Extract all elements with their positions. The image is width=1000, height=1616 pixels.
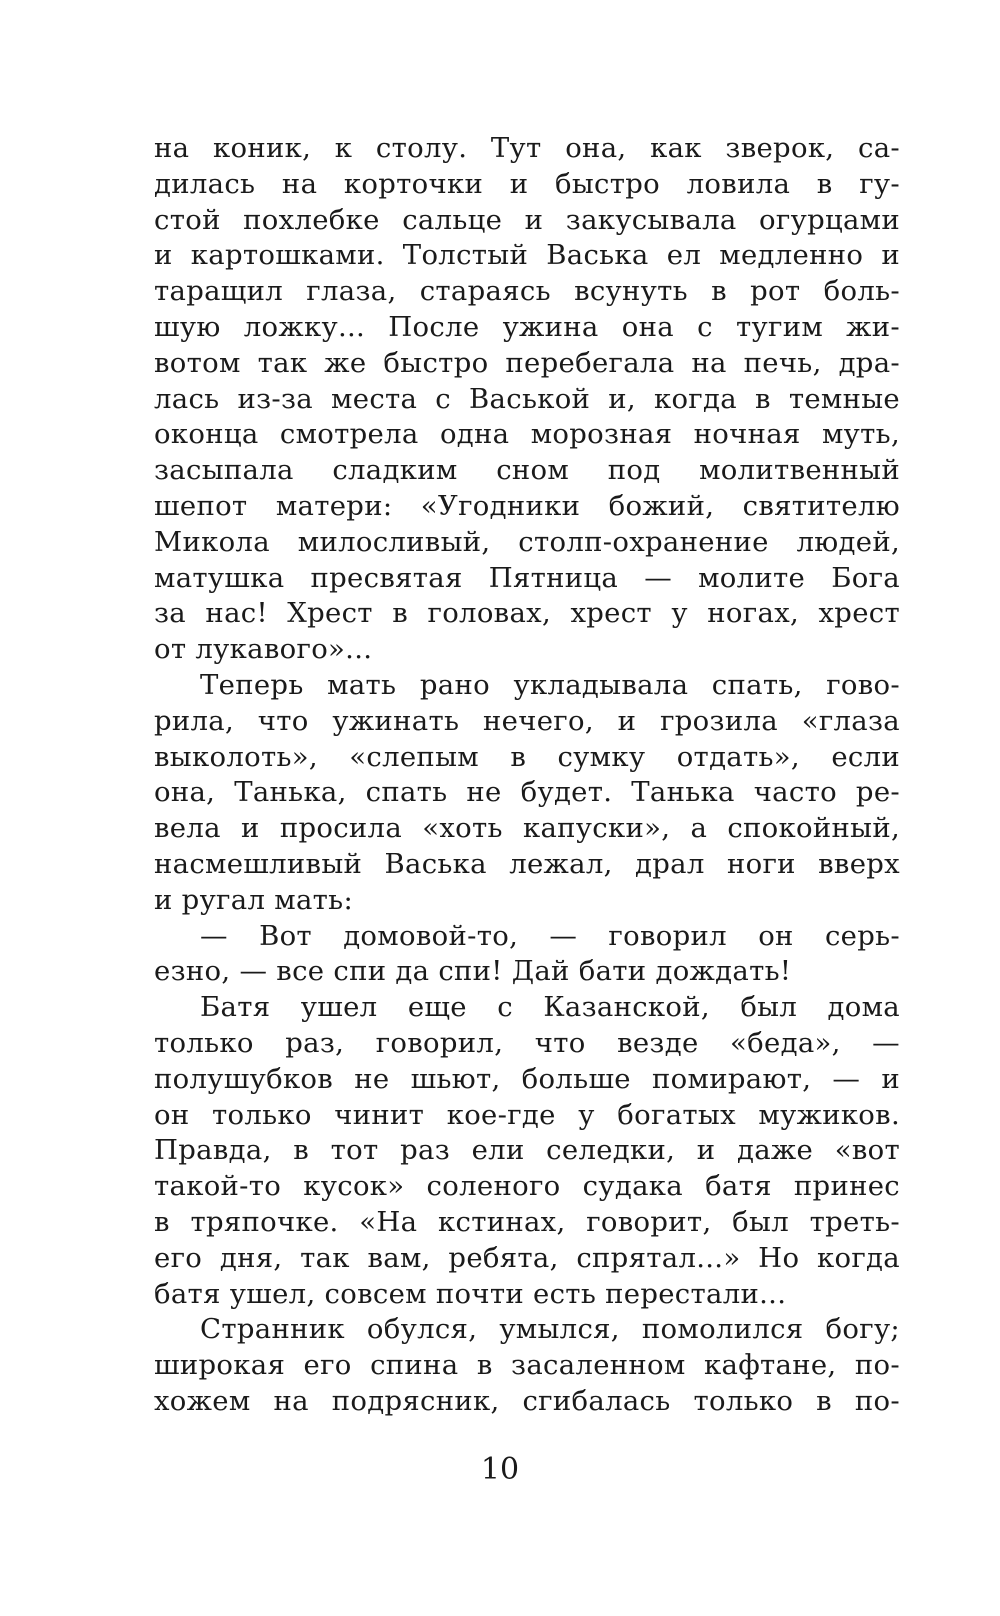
text-line: оконца смотрела одна морозная ночная муть, (154, 418, 900, 451)
text-line: Микола милосливый, столп-охранение людей, (154, 525, 900, 558)
text-line: он только чинит кое-где у богатых мужиков. (154, 1098, 900, 1131)
text-line: шепот матери: «Угодники божий, святителю (154, 489, 900, 522)
text-line: и ругал мать: (154, 883, 354, 916)
text-line: за нас! Хрест в головах, хрест у ногах, хрест (154, 597, 900, 630)
text-line: таращил глаза, стараясь всунуть в рот боль- (154, 275, 900, 308)
text-line: от лукавого»... (154, 633, 373, 666)
text-line: хожем на подрясник, сгибалась только в по- (154, 1384, 900, 1417)
text-line: стой похлебке сальце и закусывала огурцами (154, 203, 900, 236)
text-line: широкая его спина в засаленном кафтане, по- (154, 1349, 900, 1382)
text-line: Правда, в тот раз ели селедки, и даже «вот (154, 1134, 900, 1167)
text-line: Теперь мать рано укладывала спать, гово- (200, 668, 900, 701)
text-line: вотом так же быстро перебегала на печь, дра- (154, 346, 900, 379)
text-line: — Вот домовой-то, — говорил он серь- (200, 919, 900, 952)
text-line: такой-то кусок» соленого судака батя принес (154, 1170, 900, 1203)
text-line: дилась на корточки и быстро ловила в гу- (154, 167, 900, 200)
text-line: Батя ушел еще с Казанской, был дома (200, 991, 900, 1024)
text-line: она, Танька, спать не будет. Танька часто ре- (154, 776, 900, 809)
page-text (154, 131, 900, 1420)
text-line: матушка пресвятая Пятница — молите Бога (154, 561, 900, 594)
text-line: на коник, к столу. Тут она, как зверок, са- (154, 132, 900, 164)
text-line: шую ложку... После ужина она с тугим жи- (154, 310, 900, 343)
text-line: рила, что ужинать нечего, и грозила «глаза (154, 704, 900, 737)
text-line: засыпала сладким сном под молитвенный (154, 454, 900, 487)
page-number: 10 (480, 1452, 520, 1487)
text-line: насмешливый Васька лежал, драл ноги вверх (154, 847, 900, 880)
text-line: выколоть», «слепым в сумку отдать», если (154, 740, 900, 773)
text-line: в тряпочке. «На кстинах, говорит, был треть- (154, 1205, 900, 1238)
text-line: вела и просила «хоть капуски», а спокойный, (154, 812, 900, 845)
text-line: только раз, говорил, что везде «беда», — (154, 1026, 900, 1059)
text-line: его дня, так вам, ребята, спрятал...» Но когда (154, 1241, 900, 1274)
text-line: батя ушел, совсем почти есть перестали... (154, 1277, 787, 1310)
text-line: Странник обулся, умылся, помолился богу; (200, 1313, 900, 1346)
text-line: езно, — все спи да спи! Дай бати дождать! (154, 955, 792, 988)
text-line: лась из-за места с Васькой и, когда в темные (154, 382, 900, 415)
text-line: полушубков не шьют, больше помирают, — и (154, 1062, 900, 1095)
text-line: и картошками. Толстый Васька ел медленно и (154, 239, 900, 272)
